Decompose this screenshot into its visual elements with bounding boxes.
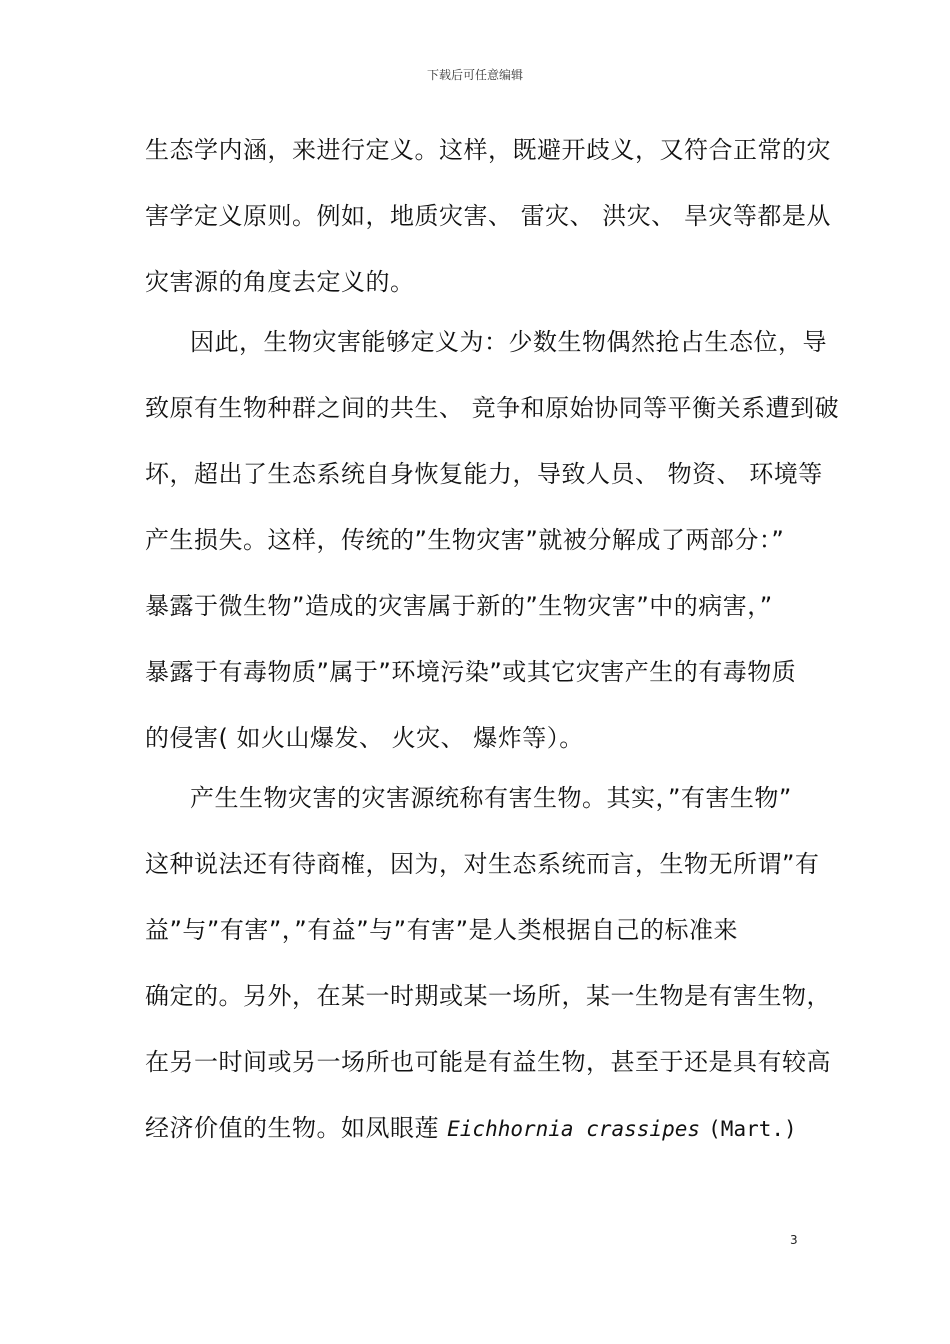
paragraph-line: 这种说法还有待商榷，因为，对生态系统而言，生物无所谓”有 <box>145 850 820 878</box>
paragraph-line-last <box>145 1111 797 1146</box>
paragraph-line: 害学定义原则。例如，地质灾害、 雷灾、 洪灾、 旱灾等都是从 <box>145 202 831 230</box>
species-name: Eichhornia crassipes <box>447 1117 701 1141</box>
paragraph-line: 确定的。另外，在某一时期或某一场所，某一生物是有害生物， <box>145 982 831 1010</box>
paragraph-line: 因此，生物灾害能够定义为：少数生物偶然抢占生态位，导 <box>190 328 827 356</box>
paragraph-line: 在另一时间或另一场所也可能是有益生物，甚至于还是具有较高 <box>145 1048 831 1076</box>
paragraph-line: 致原有生物种群之间的共生、 竞争和原始协同等平衡关系遭到破 <box>145 394 840 422</box>
paragraph-line: 益”与”有害”，”有益”与”有害”是人类根据自己的标准来 <box>145 916 739 944</box>
paragraph-line: 的侵害( 如火山爆发、 火灾、 爆炸等）。 <box>145 724 584 752</box>
paragraph-line: 产生生物灾害的灾害源统称有害生物。其实，”有害生物” <box>190 784 792 812</box>
last-line-text: 经济价值的生物。如凤眼莲 <box>145 1114 439 1142</box>
species-author: (Mart.) <box>708 1117 797 1141</box>
paragraph-line: 暴露于有毒物质”属于”环境污染”或其它灾害产生的有毒物质 <box>145 658 797 686</box>
paragraph-line: 产生损失。这样，传统的”生物灾害”就被分解成了两部分：” <box>145 526 785 554</box>
page-header: 下载后可任意编辑 <box>426 68 523 82</box>
page-number: 3 <box>790 1233 798 1247</box>
paragraph-line: 灾害源的角度去定义的。 <box>145 268 415 296</box>
paragraph-line: 坏，超出了生态系统自身恢复能力，导致人员、 物资、 环境等 <box>145 460 823 488</box>
paragraph-line: 暴露于微生物”造成的灾害属于新的”生物灾害”中的病害，” <box>145 592 773 620</box>
paragraph-line: 生态学内涵，来进行定义。这样，既避开歧义，又符合正常的灾 <box>145 136 831 164</box>
